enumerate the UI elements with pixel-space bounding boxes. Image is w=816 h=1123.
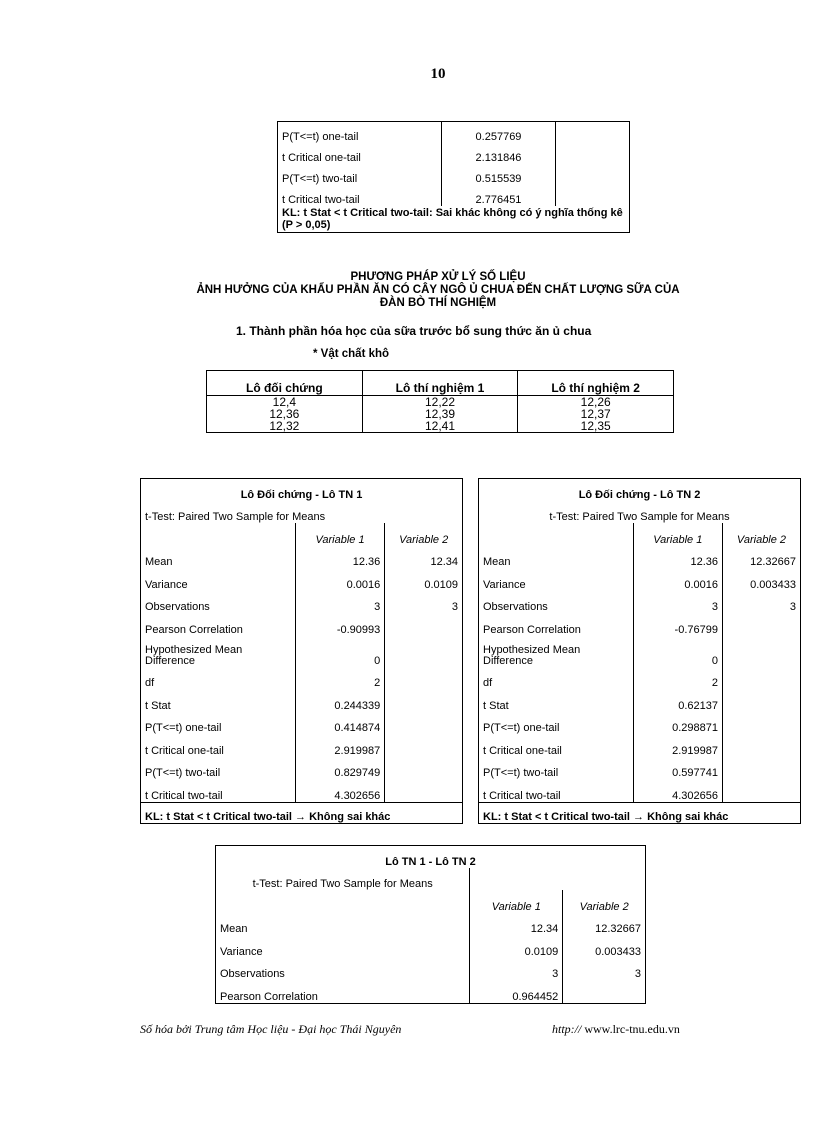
row-v1: 4.302656	[295, 779, 385, 802]
row-v2: 0.003433	[722, 568, 800, 591]
row-v2: 0.0109	[385, 568, 463, 591]
empty-cell	[556, 122, 630, 144]
top-stats-table	[277, 121, 630, 233]
row-value: 0.257769	[442, 122, 556, 144]
section-subtitle: 1. Thành phần hóa học của sữa trước bổ sung thức ăn ủ chua	[236, 324, 592, 338]
row-label: t Critical one-tail	[278, 143, 442, 164]
row-v2	[722, 636, 800, 667]
row-v2: 12.32667	[722, 546, 800, 569]
row-v1: -0.76799	[633, 613, 722, 636]
row-v1: 0.964452	[470, 980, 563, 1003]
cell: 12,36	[269, 407, 300, 421]
empty-cell	[141, 523, 296, 546]
row-label: t Critical two-tail	[479, 779, 634, 802]
row-label: P(T<=t) two-tail	[145, 767, 221, 779]
variable-2-header: Variable 2	[563, 890, 646, 913]
row-v2	[563, 980, 646, 1003]
row-label: Mean	[483, 556, 511, 568]
row-v2: 3	[722, 591, 800, 614]
dry-matter-table	[206, 370, 674, 433]
row-v1: 0.597741	[633, 757, 722, 780]
row-v1: 0.829749	[295, 757, 385, 780]
variable-2-header: Variable 2	[385, 523, 463, 546]
table-row	[479, 501, 801, 523]
row-label: Variance	[483, 578, 526, 591]
row-v1: 12.36	[633, 546, 722, 569]
row-label: t Stat	[145, 699, 171, 712]
row-v1: 0	[295, 636, 385, 667]
row-v1: 2.919987	[633, 734, 722, 757]
row-v2: 0.003433	[563, 935, 646, 958]
header-cell: Lô thí nghiệm 2	[518, 371, 674, 396]
table-title-row	[141, 479, 463, 502]
row-v2	[385, 779, 463, 802]
table-row	[216, 958, 646, 981]
row-v1: 4.302656	[633, 779, 722, 802]
empty-cell	[556, 164, 630, 185]
table-row	[141, 712, 463, 735]
row-label: Mean	[220, 923, 248, 935]
row-v1: 0.244339	[295, 689, 385, 712]
table-row	[479, 568, 801, 591]
table-row	[278, 185, 630, 206]
table-row	[141, 546, 463, 569]
row-label: df	[145, 677, 155, 689]
table-row	[216, 913, 646, 936]
table-row	[479, 591, 801, 614]
row-label: Variance	[220, 945, 263, 958]
conclusion-row	[479, 802, 801, 823]
table-row	[216, 935, 646, 958]
table-row	[141, 501, 463, 523]
variable-1-header: Variable 1	[633, 523, 722, 546]
cell: 12,26	[518, 396, 674, 409]
cell: 12,32	[269, 419, 300, 433]
table-title: Lô TN 1 - Lô TN 2	[385, 856, 476, 868]
table-row	[141, 734, 463, 757]
empty-cell	[563, 868, 646, 890]
ttest-table-control-vs-tn2	[478, 478, 801, 824]
cell: 12,39	[362, 408, 518, 420]
row-v2	[385, 757, 463, 780]
test-name: t-Test: Paired Two Sample for Means	[145, 511, 326, 523]
table-row	[141, 779, 463, 802]
row-label: Hypothesized Mean Difference	[145, 643, 243, 667]
row-label: P(T<=t) two-tail	[483, 767, 559, 779]
empty-cell	[556, 143, 630, 164]
row-label: Mean	[145, 556, 173, 568]
row-v1: -0.90993	[295, 613, 385, 636]
row-v2: 3	[563, 958, 646, 981]
row-v1: 2.919987	[295, 734, 385, 757]
row-label: t Critical one-tail	[483, 744, 562, 757]
row-v2	[722, 712, 800, 735]
row-v2: 12.34	[385, 546, 463, 569]
row-value: 2.776451	[442, 185, 556, 206]
row-label: Observations	[145, 601, 210, 613]
empty-cell	[479, 523, 634, 546]
cell: 12,41	[362, 420, 518, 433]
header-cell: Lô thí nghiệm 1	[362, 371, 518, 396]
footer-source: Số hóa bởi Trung tâm Học liệu - Đại học Thái Nguyên	[140, 1022, 402, 1036]
table-row	[479, 779, 801, 802]
row-v1: 2	[633, 667, 722, 690]
row-v1: 0.0016	[295, 568, 385, 591]
row-v2	[385, 689, 463, 712]
table-row	[141, 523, 463, 546]
row-v1: 0.0016	[633, 568, 722, 591]
url-prefix: http://	[552, 1022, 582, 1036]
ttest-table-tn1-vs-tn2	[215, 845, 646, 1004]
table-row	[141, 689, 463, 712]
row-v2	[385, 636, 463, 667]
row-v2	[722, 613, 800, 636]
row-v1: 0.414874	[295, 712, 385, 735]
row-label: P(T<=t) one-tail	[483, 722, 560, 734]
table-row	[141, 667, 463, 690]
row-v1: 3	[633, 591, 722, 614]
row-v2	[722, 757, 800, 780]
empty-cell	[216, 890, 470, 913]
variable-2-header: Variable 2	[722, 523, 800, 546]
row-label: t Critical two-tail	[278, 185, 442, 206]
row-label: df	[483, 677, 493, 689]
table-row	[479, 734, 801, 757]
row-label: P(T<=t) two-tail	[278, 164, 442, 185]
section-title-1: PHƯƠNG PHÁP XỬ LÝ SỐ LIỆU	[350, 271, 526, 283]
table-row	[479, 757, 801, 780]
table-row	[479, 546, 801, 569]
table-row	[207, 420, 674, 433]
cell: 12,4	[272, 395, 296, 409]
test-name: t-Test: Paired Two Sample for Means	[549, 511, 730, 523]
table-row	[479, 523, 801, 546]
row-v1: 0.0109	[470, 935, 563, 958]
variable-1-header: Variable 1	[470, 890, 563, 913]
table-row	[216, 980, 646, 1003]
row-v2	[722, 779, 800, 802]
table-row	[278, 122, 630, 144]
table-row	[141, 613, 463, 636]
row-label: Pearson Correlation	[483, 623, 581, 636]
test-name: t-Test: Paired Two Sample for Means	[252, 878, 433, 890]
conclusion-text: KL: t Stat < t Critical two-tail: Sai khác không có ý nghĩa thống kê (P > 0,05)	[282, 207, 623, 231]
conclusion-text: KL: t Stat < t Critical two-tail → Không sai khác	[483, 810, 729, 823]
ttest-table-control-vs-tn1	[140, 478, 463, 824]
table-title: Lô Đối chứng - Lô TN 2	[578, 489, 701, 501]
section-title-2: ẢNH HƯỞNG CỦA KHẨU PHẦN ĂN CÓ CÂY NGÔ Ủ CHUA ĐẾN CHẤT LƯỢNG SỮA CỦA	[196, 284, 680, 296]
conclusion-row	[278, 206, 630, 233]
row-label: Pearson Correlation	[220, 990, 318, 1003]
row-v1: 3	[295, 591, 385, 614]
table-row	[216, 868, 646, 890]
row-label: P(T<=t) one-tail	[145, 722, 222, 734]
row-v1: 12.36	[295, 546, 385, 569]
row-label: Hypothesized Mean Difference	[483, 643, 581, 667]
table-row	[216, 890, 646, 913]
url-domain: www.lrc-tnu.edu.vn	[581, 1022, 680, 1036]
row-value: 2.131846	[442, 143, 556, 164]
row-value: 0.515539	[442, 164, 556, 185]
row-label: t Stat	[483, 699, 509, 712]
cell: 12,22	[362, 396, 518, 409]
section-subheading: * Vật chất khô	[313, 348, 390, 360]
empty-cell	[556, 185, 630, 206]
row-v1: 0.298871	[633, 712, 722, 735]
table-title-row	[479, 479, 801, 502]
table-row	[278, 164, 630, 185]
row-v2	[722, 667, 800, 690]
table-title-row	[216, 846, 646, 869]
row-v2	[385, 734, 463, 757]
table-row	[479, 712, 801, 735]
row-label: Variance	[145, 578, 188, 591]
row-v1: 3	[470, 958, 563, 981]
row-v1: 2	[295, 667, 385, 690]
cell: 12,35	[518, 420, 674, 433]
row-v1: 0.62137	[633, 689, 722, 712]
row-v2	[722, 689, 800, 712]
table-title: Lô Đối chứng - Lô TN 1	[240, 489, 363, 501]
row-v1: 12.34	[470, 913, 563, 936]
table-header-row	[207, 371, 674, 396]
table-row	[141, 591, 463, 614]
row-label: Observations	[483, 601, 548, 613]
empty-cell	[470, 868, 563, 890]
table-row	[479, 613, 801, 636]
table-row	[141, 568, 463, 591]
row-v2: 3	[385, 591, 463, 614]
table-row	[141, 636, 463, 667]
row-v2	[385, 712, 463, 735]
page-number: 10	[430, 66, 446, 82]
row-v1: 0	[633, 636, 722, 667]
row-label: t Critical one-tail	[145, 744, 224, 757]
header-cell: Lô đối chứng	[207, 371, 363, 396]
empty-cell	[385, 501, 463, 523]
row-label: Pearson Correlation	[145, 623, 243, 636]
row-label: P(T<=t) one-tail	[278, 122, 442, 144]
row-label: Observations	[220, 968, 285, 980]
section-title-3: ĐÀN BÒ THÍ NGHIỆM	[379, 297, 497, 309]
table-row	[479, 667, 801, 690]
footer-url[interactable]	[552, 1022, 680, 1037]
row-v2: 12.32667	[563, 913, 646, 936]
table-row	[479, 689, 801, 712]
row-label: t Critical two-tail	[141, 779, 296, 802]
cell: 12,37	[518, 408, 674, 420]
conclusion-text: KL: t Stat < t Critical two-tail → Không sai khác	[145, 810, 391, 823]
table-row	[141, 757, 463, 780]
variable-1-header: Variable 1	[295, 523, 385, 546]
row-v2	[722, 734, 800, 757]
table-row	[278, 143, 630, 164]
row-v2	[385, 613, 463, 636]
table-row	[479, 636, 801, 667]
row-v2	[385, 667, 463, 690]
conclusion-row	[141, 802, 463, 823]
